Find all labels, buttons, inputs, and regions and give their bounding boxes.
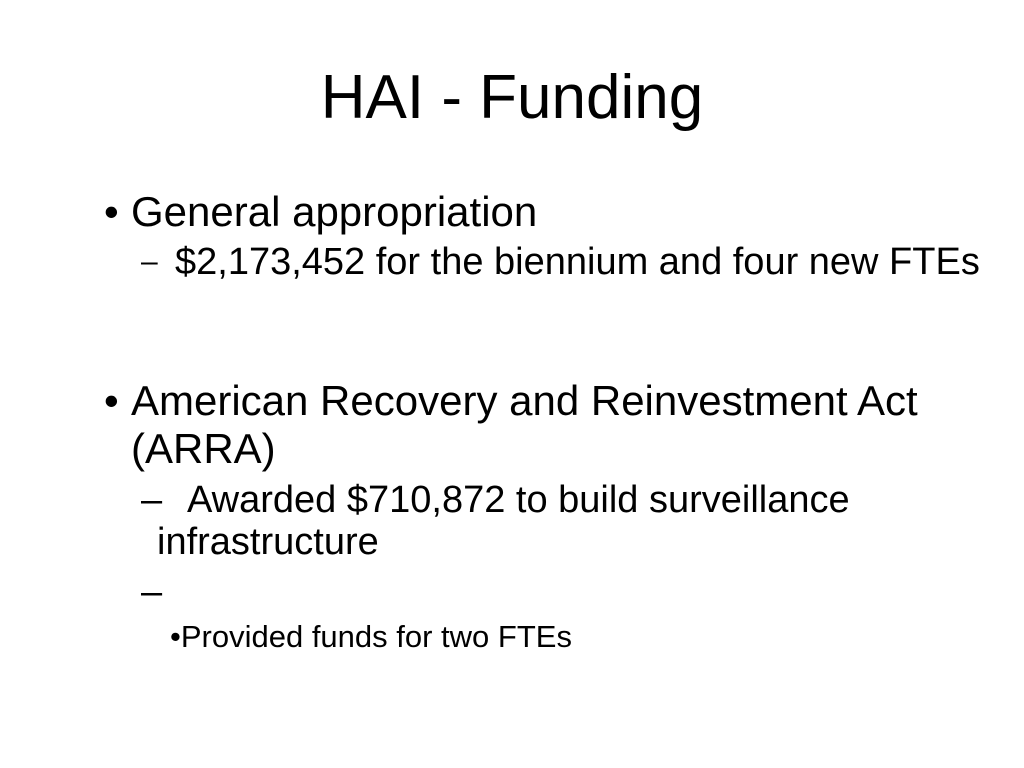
bullet-icon: • bbox=[104, 377, 119, 424]
sub-item-arra-award bbox=[141, 479, 991, 563]
bullet-item-arra bbox=[104, 377, 1004, 473]
dash-icon: – bbox=[141, 479, 163, 521]
slide-title: HAI - Funding bbox=[320, 63, 704, 132]
bullet-icon: • bbox=[104, 188, 119, 235]
sub-item-biennium-funding bbox=[141, 241, 991, 283]
sub-sub-item-text: Provided funds for two FTEs bbox=[180, 619, 572, 654]
bullet-item-general-appropriation bbox=[104, 188, 1004, 236]
bullet-icon: • bbox=[170, 619, 181, 654]
bullet-text: American Recovery and Reinvestment Act (ARRA) bbox=[131, 377, 918, 472]
bullet-text: General appropriation bbox=[131, 188, 538, 235]
sub-item-text: Awarded $710,872 to build surveillance infrastructure bbox=[157, 479, 850, 563]
dash-icon: – bbox=[141, 571, 163, 613]
sub-sub-item-two-ftes bbox=[170, 619, 572, 655]
sub-item-text: $2,173,452 for the biennium and four new FTEs bbox=[175, 241, 980, 283]
dash-icon: – bbox=[141, 245, 158, 278]
